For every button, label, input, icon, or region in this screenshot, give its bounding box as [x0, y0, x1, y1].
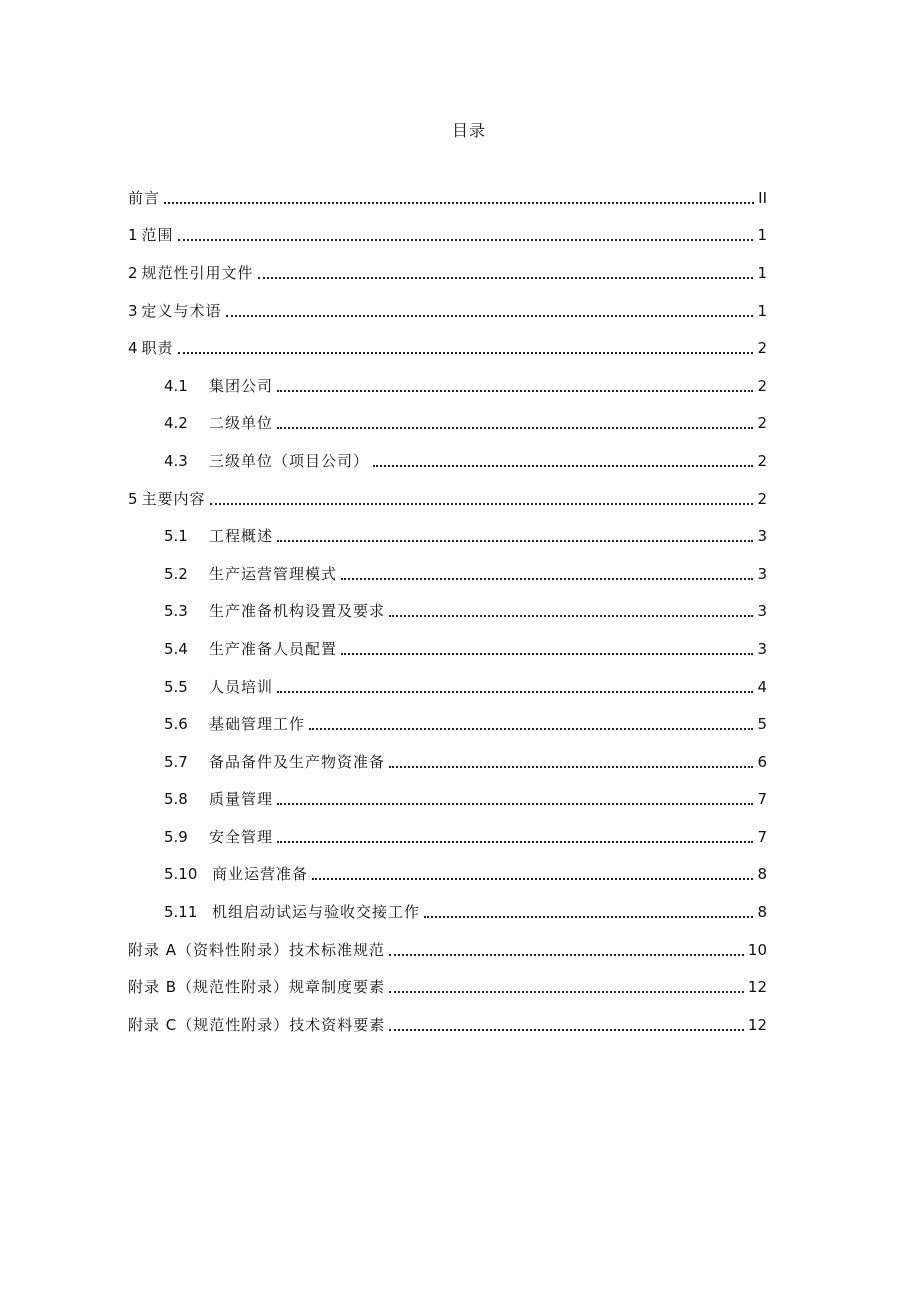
toc-entry-4-3[interactable]	[128, 442, 767, 480]
toc-dot-leader	[373, 465, 753, 467]
toc-entry-label: 定义与术语	[141, 301, 222, 320]
toc-dot-leader	[178, 352, 754, 354]
toc-entry-5-9[interactable]	[128, 818, 767, 856]
toc-entry-label: 二级单位	[209, 414, 274, 433]
toc-dot-leader	[312, 878, 753, 880]
toc-entry-number: 4.2	[164, 414, 188, 433]
toc-entry-5-11[interactable]	[128, 893, 767, 931]
toc-entry-label: 备品备件及生产物资准备	[209, 752, 386, 771]
toc-entry-5-2[interactable]	[128, 555, 767, 593]
toc-dot-leader	[277, 841, 753, 843]
toc-entry-page: 2	[757, 489, 767, 508]
toc-entry-5-1[interactable]	[128, 517, 767, 555]
toc-entry-number: 4	[128, 339, 138, 358]
toc-dot-leader	[178, 239, 754, 241]
toc-entry-page: II	[758, 188, 767, 207]
toc-dot-leader	[389, 991, 744, 993]
toc-entry-5-8[interactable]	[128, 781, 767, 819]
toc-entry-page: 6	[757, 752, 767, 771]
toc-entry-page: 7	[757, 790, 767, 809]
toc-dot-leader	[258, 277, 754, 279]
toc-entry-page: 4	[757, 677, 767, 696]
toc-entry-number: 5.4	[164, 639, 188, 658]
toc-entry-5-10[interactable]	[128, 856, 767, 894]
toc-entry-number: 5	[128, 489, 138, 508]
toc-entry-number: 4.3	[164, 451, 188, 470]
toc-entry-appendix-c[interactable]	[128, 1006, 767, 1044]
toc-entry-number: 5.11	[164, 903, 198, 922]
toc-entry-5[interactable]	[128, 480, 767, 518]
toc-entry-1[interactable]	[128, 217, 767, 255]
toc-entry-page: 3	[757, 602, 767, 621]
toc-dot-leader	[164, 202, 754, 204]
toc-entry-4-2[interactable]	[128, 405, 767, 443]
toc-entry-label: 范围	[141, 226, 174, 245]
toc-entry-label: 职责	[141, 339, 174, 358]
toc-entry-number: 5.5	[164, 677, 188, 696]
toc-entry-label: 工程概述	[209, 527, 274, 546]
toc-dot-leader	[389, 954, 744, 956]
toc-dot-leader	[309, 728, 753, 730]
toc-dot-leader	[277, 803, 753, 805]
toc-entry-label: 附录 A（资料性附录）技术标准规范	[128, 940, 386, 959]
toc-entry-number: 2	[128, 263, 138, 282]
toc-entry-number: 5.1	[164, 527, 188, 546]
toc-dot-leader	[277, 427, 753, 429]
toc-dot-leader	[210, 503, 754, 505]
toc-dot-leader	[277, 390, 753, 392]
toc-entry-label: 前言	[128, 188, 161, 207]
table-of-contents	[128, 179, 767, 1044]
toc-entry-label: 附录 B（规范性附录）规章制度要素	[128, 978, 386, 997]
toc-entry-label: 生产准备人员配置	[209, 639, 338, 658]
toc-entry-number: 5.3	[164, 602, 188, 621]
toc-dot-leader	[424, 916, 753, 918]
toc-entry-page: 10	[747, 940, 767, 959]
toc-entry-page: 12	[747, 978, 767, 997]
toc-entry-page: 8	[757, 865, 767, 884]
toc-entry-5-7[interactable]	[128, 743, 767, 781]
toc-entry-label: 规范性引用文件	[141, 263, 254, 282]
toc-entry-number: 4.1	[164, 376, 188, 395]
toc-entry-number: 5.2	[164, 564, 188, 583]
toc-entry-number: 1	[128, 226, 138, 245]
toc-entry-page: 7	[757, 827, 767, 846]
toc-entry-page: 2	[757, 376, 767, 395]
toc-entry-5-5[interactable]	[128, 668, 767, 706]
toc-entry-number: 5.7	[164, 752, 188, 771]
toc-entry-label: 商业运营准备	[212, 865, 309, 884]
toc-entry-page: 3	[757, 639, 767, 658]
toc-entry-label: 集团公司	[209, 376, 274, 395]
toc-entry-label: 生产运营管理模式	[209, 564, 338, 583]
toc-entry-label: 安全管理	[209, 827, 274, 846]
toc-entry-label: 机组启动试运与验收交接工作	[212, 903, 421, 922]
toc-dot-leader	[277, 691, 753, 693]
toc-entry-page: 5	[757, 715, 767, 734]
toc-entry-3[interactable]	[128, 292, 767, 330]
toc-entry-appendix-a[interactable]	[128, 931, 767, 969]
toc-dot-leader	[226, 315, 754, 317]
toc-entry-page: 1	[757, 263, 767, 282]
toc-entry-number: 5.8	[164, 790, 188, 809]
toc-entry-label: 三级单位（项目公司）	[209, 451, 370, 470]
toc-entry-page: 3	[757, 564, 767, 583]
toc-entry-number: 5.6	[164, 715, 188, 734]
toc-entry-appendix-b[interactable]	[128, 968, 767, 1006]
toc-entry-label: 生产准备机构设置及要求	[209, 602, 386, 621]
toc-entry-page: 1	[757, 301, 767, 320]
toc-entry-label: 人员培训	[209, 677, 274, 696]
toc-dot-leader	[341, 578, 753, 580]
toc-entry-page: 8	[757, 903, 767, 922]
toc-entry-page: 3	[757, 527, 767, 546]
toc-entry-number: 5.10	[164, 865, 198, 884]
toc-entry-page: 2	[757, 339, 767, 358]
toc-entry-number: 5.9	[164, 827, 188, 846]
toc-dot-leader	[341, 653, 753, 655]
toc-entry-page: 2	[757, 414, 767, 433]
toc-entry-label: 附录 C（规范性附录）技术资料要素	[128, 1015, 386, 1034]
toc-entry-page: 12	[747, 1015, 767, 1034]
toc-entry-label: 基础管理工作	[209, 715, 306, 734]
toc-entry-number: 3	[128, 301, 138, 320]
page-title: 目录	[451, 121, 486, 140]
toc-dot-leader	[389, 1029, 744, 1031]
toc-dot-leader	[277, 540, 753, 542]
toc-entry-4[interactable]	[128, 329, 767, 367]
toc-dot-leader	[389, 615, 753, 617]
toc-entry-2[interactable]	[128, 254, 767, 292]
toc-entry-5-3[interactable]	[128, 593, 767, 631]
toc-entry-4-1[interactable]	[128, 367, 767, 405]
toc-entry-page: 1	[757, 226, 767, 245]
toc-entry-5-4[interactable]	[128, 630, 767, 668]
toc-entry-label: 质量管理	[209, 790, 274, 809]
toc-entry-page: 2	[757, 451, 767, 470]
toc-entry-5-6[interactable]	[128, 705, 767, 743]
toc-entry-label: 主要内容	[141, 489, 206, 508]
toc-dot-leader	[389, 766, 753, 768]
toc-entry-preface[interactable]	[128, 179, 767, 217]
